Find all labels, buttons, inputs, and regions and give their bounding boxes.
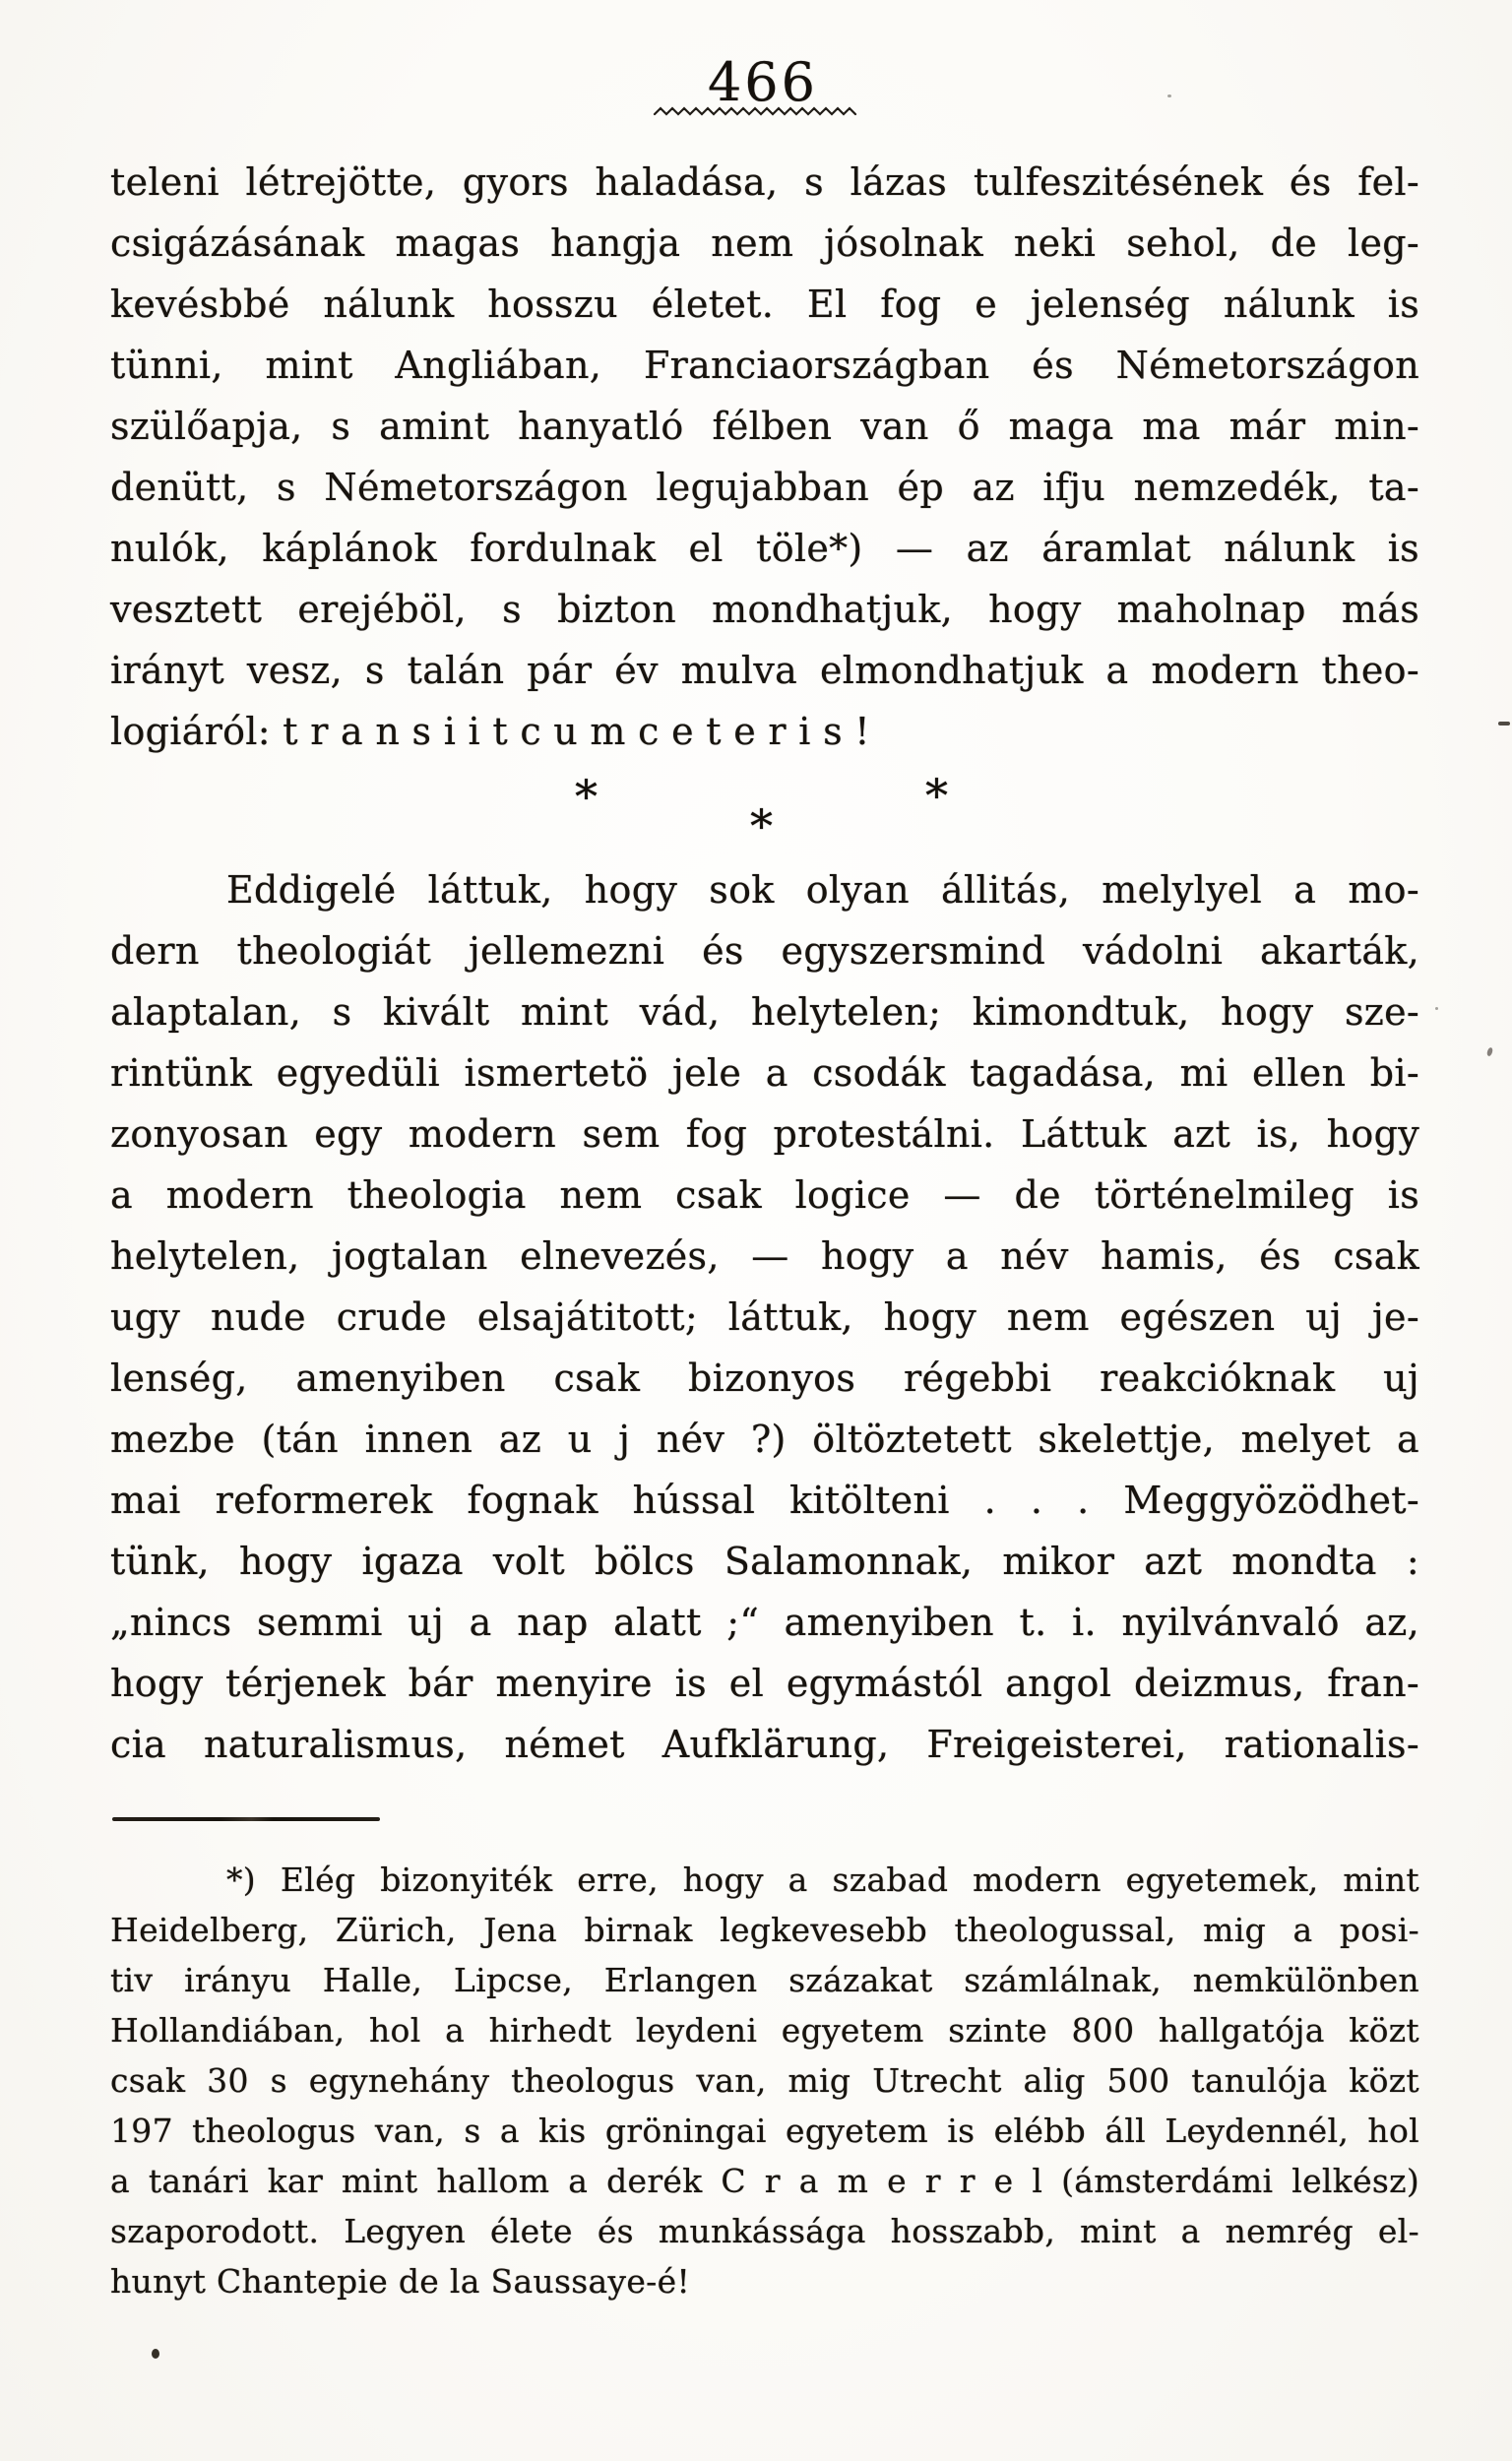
text-line: „nincs semmi uj a nap alatt ;“ amenyiben t. i. nyilvánvaló az, (110, 1601, 1419, 1644)
text-line: irányt vesz, s talán pár év mulva elmondhatjuk a modern theo- (110, 649, 1419, 692)
scan-speck (1167, 95, 1171, 97)
text-line: nulók, káplánok fordulnak el töle*) — az áramlat nálunk is (110, 527, 1419, 570)
text-line: tiv irányu Halle, Lipcse, Erlangen százakat számlálnak, nemkülönben (110, 1961, 1419, 1999)
text-line: tünni, mint Angliában, Franciaországban és Németországon (110, 344, 1419, 387)
scan-speck (152, 2349, 159, 2359)
footnote (110, 1855, 1419, 2306)
text-line: zonyosan egy modern sem fog protestálni. Láttuk azt is, hogy (110, 1112, 1419, 1156)
asterisk-glyph: * (750, 799, 773, 852)
text-line: szaporodott. Legyen élete és munkássága hosszabb, mint a nemrég el- (110, 2212, 1419, 2250)
text-line: Eddigelé láttuk, hogy sok olyan állitás, melylyel a mo- (226, 868, 1419, 912)
text-line: hunyt Chantepie de la Saussaye-é! (110, 2262, 691, 2301)
text-line: helytelen, jogtalan elnevezés, — hogy a név hamis, és csak (110, 1234, 1419, 1278)
text-line: Heidelberg, Zürich, Jena birnak legkevesebb theologussal, mig a posi- (110, 1911, 1419, 1949)
text-line: dern theologiát jellemezni és egyszersmind vádolni akarták, (110, 929, 1419, 973)
asterisk-glyph: * (575, 770, 598, 823)
text-line: alaptalan, s kivált mint vád, helytelen; kimondtuk, hogy sze- (110, 990, 1419, 1034)
paragraph-2 (110, 859, 1419, 1775)
text-line: ugy nude crude elsajátitott; láttuk, hogy nem egészen uj je- (110, 1295, 1419, 1339)
text-line: 197 theologus van, s a kis gröningai egyetem is elébb áll Leydennél, hol (110, 2112, 1419, 2150)
text-line: a tanári kar mint hallom a derék C r a m e r r e l (ámsterdámi lelkész) (110, 2162, 1419, 2200)
text-line: Hollandiában, hol a hirhedt leydeni egyetem szinte 800 hallgatója közt (110, 2011, 1419, 2050)
scan-speck (1486, 1046, 1494, 1056)
paragraph-1 (110, 152, 1419, 762)
text-line: rintünk egyedüli ismertetö jele a csodák tagadása, mi ellen bi- (110, 1051, 1419, 1095)
page-number: 466 (707, 51, 819, 113)
scan-speck (1435, 1007, 1438, 1010)
text-line: csak 30 s egynehány theologus van, mig Utrecht alig 500 tanulója közt (110, 2061, 1419, 2100)
text-line: cia naturalismus, német Aufklärung, Freigeisterei, rationalis- (110, 1723, 1419, 1766)
text-line: kevésbbé nálunk hosszu életet. El fog e jelenség nálunk is (110, 283, 1419, 326)
text-line: teleni létrejötte, gyors haladása, s lázas tulfeszitésének és fel- (110, 160, 1419, 204)
scan-speck (1498, 722, 1510, 726)
text-line: vesztett erejéböl, s bizton mondhatjuk, hogy maholnap más (110, 588, 1419, 631)
text-line: mezbe (tán innen az u j név ?) öltöztetett skelettje, melyet a (110, 1418, 1419, 1461)
text-line: hogy térjenek bár menyire is el egymástól angol deizmus, fran- (110, 1662, 1419, 1705)
asterisk-glyph: * (925, 769, 948, 822)
text-line: a modern theologia nem csak logice — de történelmileg is (110, 1173, 1419, 1217)
footnote-rule (112, 1817, 380, 1821)
text-line: *) Elég bizonyiték erre, hogy a szabad modern egyetemek, mint (226, 1861, 1419, 1899)
text-line: szülőapja, s amint hanyatló félben van ő maga ma már min- (110, 405, 1419, 448)
text-line: mai reformerek fognak hússal kitölteni . . . Meggyözödhet- (110, 1479, 1419, 1522)
text-line: logiáról: t r a n s i i t c u m c e t e r i s ! (110, 710, 870, 753)
wavy-rule-icon (653, 104, 863, 118)
text-line: csigázásának magas hangja nem jósolnak neki sehol, de leg- (110, 221, 1419, 265)
text-line: tünk, hogy igaza volt bölcs Salamonnak, mikor azt mondta : (110, 1540, 1419, 1583)
text-line: lenség, amenyiben csak bizonyos régebbi reakcióknak uj (110, 1357, 1419, 1400)
text-line: denütt, s Németországon legujabban ép az ifju nemzedék, ta- (110, 466, 1419, 509)
